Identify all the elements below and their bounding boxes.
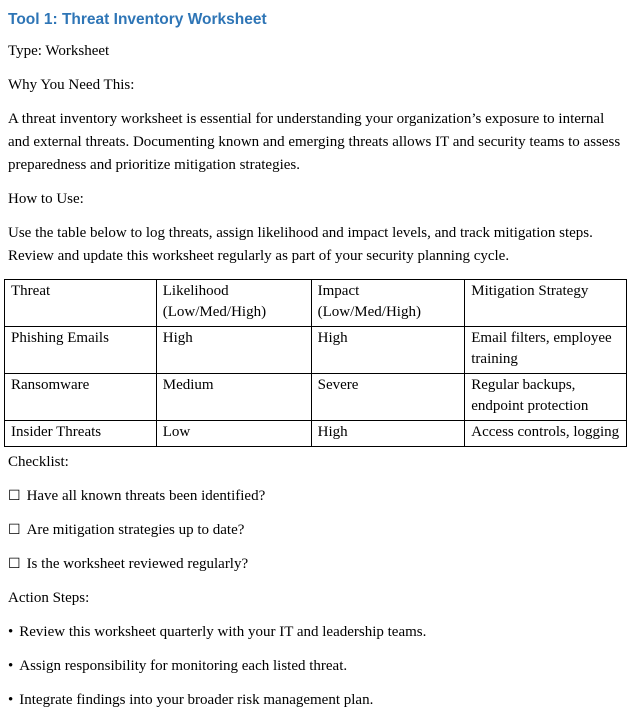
- checklist-item: [8, 553, 623, 576]
- table-cell-likelihood: High: [156, 327, 311, 374]
- table-row: [5, 327, 627, 374]
- table-cell-impact: Severe: [311, 374, 465, 421]
- table-cell-mitigation: Email filters, employee training: [465, 327, 627, 374]
- action-step-item: [8, 655, 623, 678]
- checklist-item-text: Is the worksheet reviewed regularly?: [26, 556, 249, 572]
- checklist-item-text: Have all known threats been identified?: [26, 488, 266, 504]
- document-title: Tool 1: Threat Inventory Worksheet: [8, 11, 267, 28]
- action-step-text: Review this worksheet quarterly with your IT and leadership teams.: [19, 624, 427, 640]
- checkbox-icon: ☐: [8, 556, 21, 572]
- why-heading: Why You Need This:: [8, 77, 135, 93]
- table-cell-threat: Insider Threats: [5, 421, 157, 447]
- how-heading: How to Use:: [8, 191, 84, 207]
- table-row: [5, 421, 627, 447]
- table-cell-impact: High: [311, 327, 465, 374]
- table-cell-impact: High: [311, 421, 465, 447]
- checkbox-icon: ☐: [8, 488, 21, 504]
- table-cell-likelihood: Low: [156, 421, 311, 447]
- checklist-heading: Checklist:: [8, 454, 69, 470]
- action-steps-heading: Action Steps:: [8, 590, 90, 606]
- threat-table: [4, 279, 627, 447]
- type-line: Type: Worksheet: [8, 43, 110, 59]
- why-paragraph: A threat inventory worksheet is essential for understanding your organization’s exposure to internal and external threats. Documenting known and emerging threats allows IT and security teams to assess preparedness and prioritize mitigation strategies.: [8, 111, 621, 173]
- checklist-item: [8, 485, 623, 508]
- bullet-icon: •: [8, 658, 14, 674]
- how-paragraph: Use the table below to log threats, assign likelihood and impact levels, and track mitigation steps. Review and update this worksheet regularly as part of your security planning cycle.: [8, 225, 593, 264]
- action-step-text: Assign responsibility for monitoring each listed threat.: [19, 658, 348, 674]
- table-header-threat: Threat: [5, 280, 157, 327]
- table-cell-threat: Ransomware: [5, 374, 157, 421]
- action-step-item: [8, 689, 623, 712]
- action-step-text: Integrate findings into your broader risk management plan.: [19, 692, 374, 708]
- table-header-mitigation: Mitigation Strategy: [465, 280, 627, 327]
- checklist-item-text: Are mitigation strategies up to date?: [26, 522, 245, 538]
- table-header-impact: Impact (Low/Med/High): [311, 280, 465, 327]
- checkbox-icon: ☐: [8, 522, 21, 538]
- table-row: [5, 374, 627, 421]
- action-step-item: [8, 621, 623, 644]
- checklist-item: [8, 519, 623, 542]
- table-cell-mitigation: Regular backups, endpoint protection: [465, 374, 627, 421]
- table-cell-threat: Phishing Emails: [5, 327, 157, 374]
- table-header-likelihood: Likelihood (Low/Med/High): [156, 280, 311, 327]
- table-cell-likelihood: Medium: [156, 374, 311, 421]
- bullet-icon: •: [8, 624, 14, 640]
- table-header-row: [5, 280, 627, 327]
- bullet-icon: •: [8, 692, 14, 708]
- table-cell-mitigation: Access controls, logging: [465, 421, 627, 447]
